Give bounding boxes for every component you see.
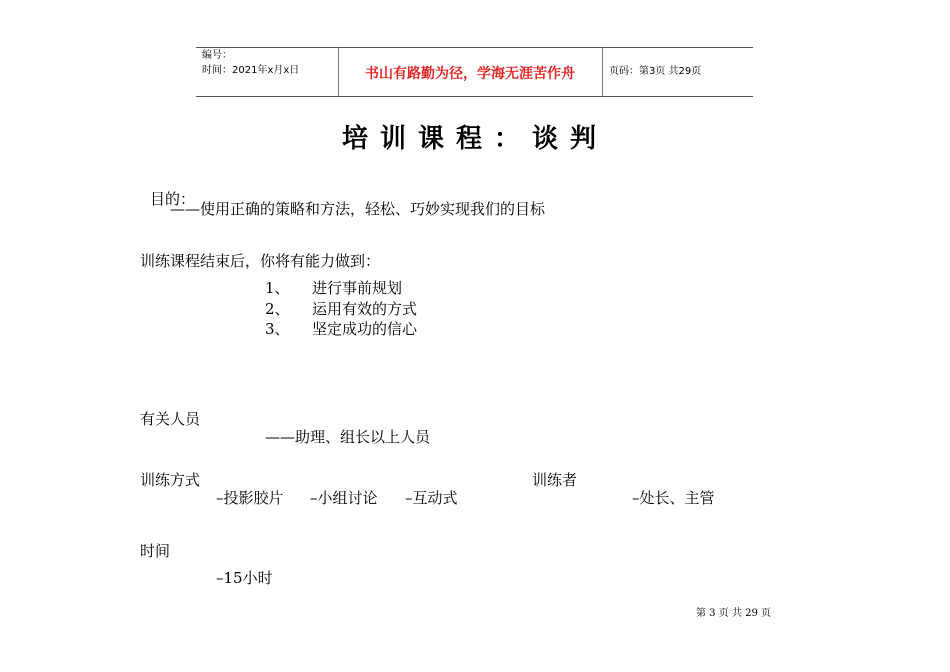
purpose-text: ——使用正确的策略和方法，轻松、巧妙实现我们的目标 — [170, 200, 546, 218]
methods-label: 训练方式 — [140, 471, 201, 489]
method-item-1: –投影胶片 — [216, 489, 284, 507]
header-bottom-rule — [196, 96, 753, 97]
ability-item-2-number: 2、 — [265, 300, 290, 318]
method-item-3: –互动式 — [405, 489, 458, 507]
document-title: 培训课程：谈判 — [341, 124, 608, 154]
people-label: 有关人员 — [140, 410, 201, 428]
ability-item-2-text: 运用有效的方式 — [312, 300, 418, 318]
abilities-intro: 训练课程结束后，你将有能力做到： — [140, 252, 381, 270]
header-page-info: 页码：第3页 共29页 — [609, 66, 702, 77]
ability-item-3-text: 坚定成功的信心 — [312, 320, 418, 338]
time-text: –15小时 — [216, 569, 273, 587]
purpose-label: 目的： — [150, 190, 196, 208]
header-date: 时间：2021年x月x日 — [202, 65, 300, 76]
method-item-2: –小组讨论 — [310, 489, 378, 507]
people-text: ——助理、组长以上人员 — [265, 428, 431, 446]
header-divider-right — [602, 47, 603, 96]
header-top-rule — [196, 47, 753, 48]
header-motto: 书山有路勤为径，学海无涯苦作舟 — [365, 66, 575, 82]
time-label: 时间 — [140, 542, 171, 560]
ability-item-1-number: 1、 — [265, 279, 290, 297]
trainer-text: –处长、主管 — [632, 489, 715, 507]
page-footer: 第 3 页 共 29 页 — [696, 608, 771, 619]
header-number-label: 编号： — [202, 50, 232, 61]
header-divider-left — [338, 47, 339, 96]
ability-item-3-number: 3、 — [265, 320, 290, 338]
trainer-label: 训练者 — [532, 471, 578, 489]
ability-item-1-text: 进行事前规划 — [312, 279, 403, 297]
